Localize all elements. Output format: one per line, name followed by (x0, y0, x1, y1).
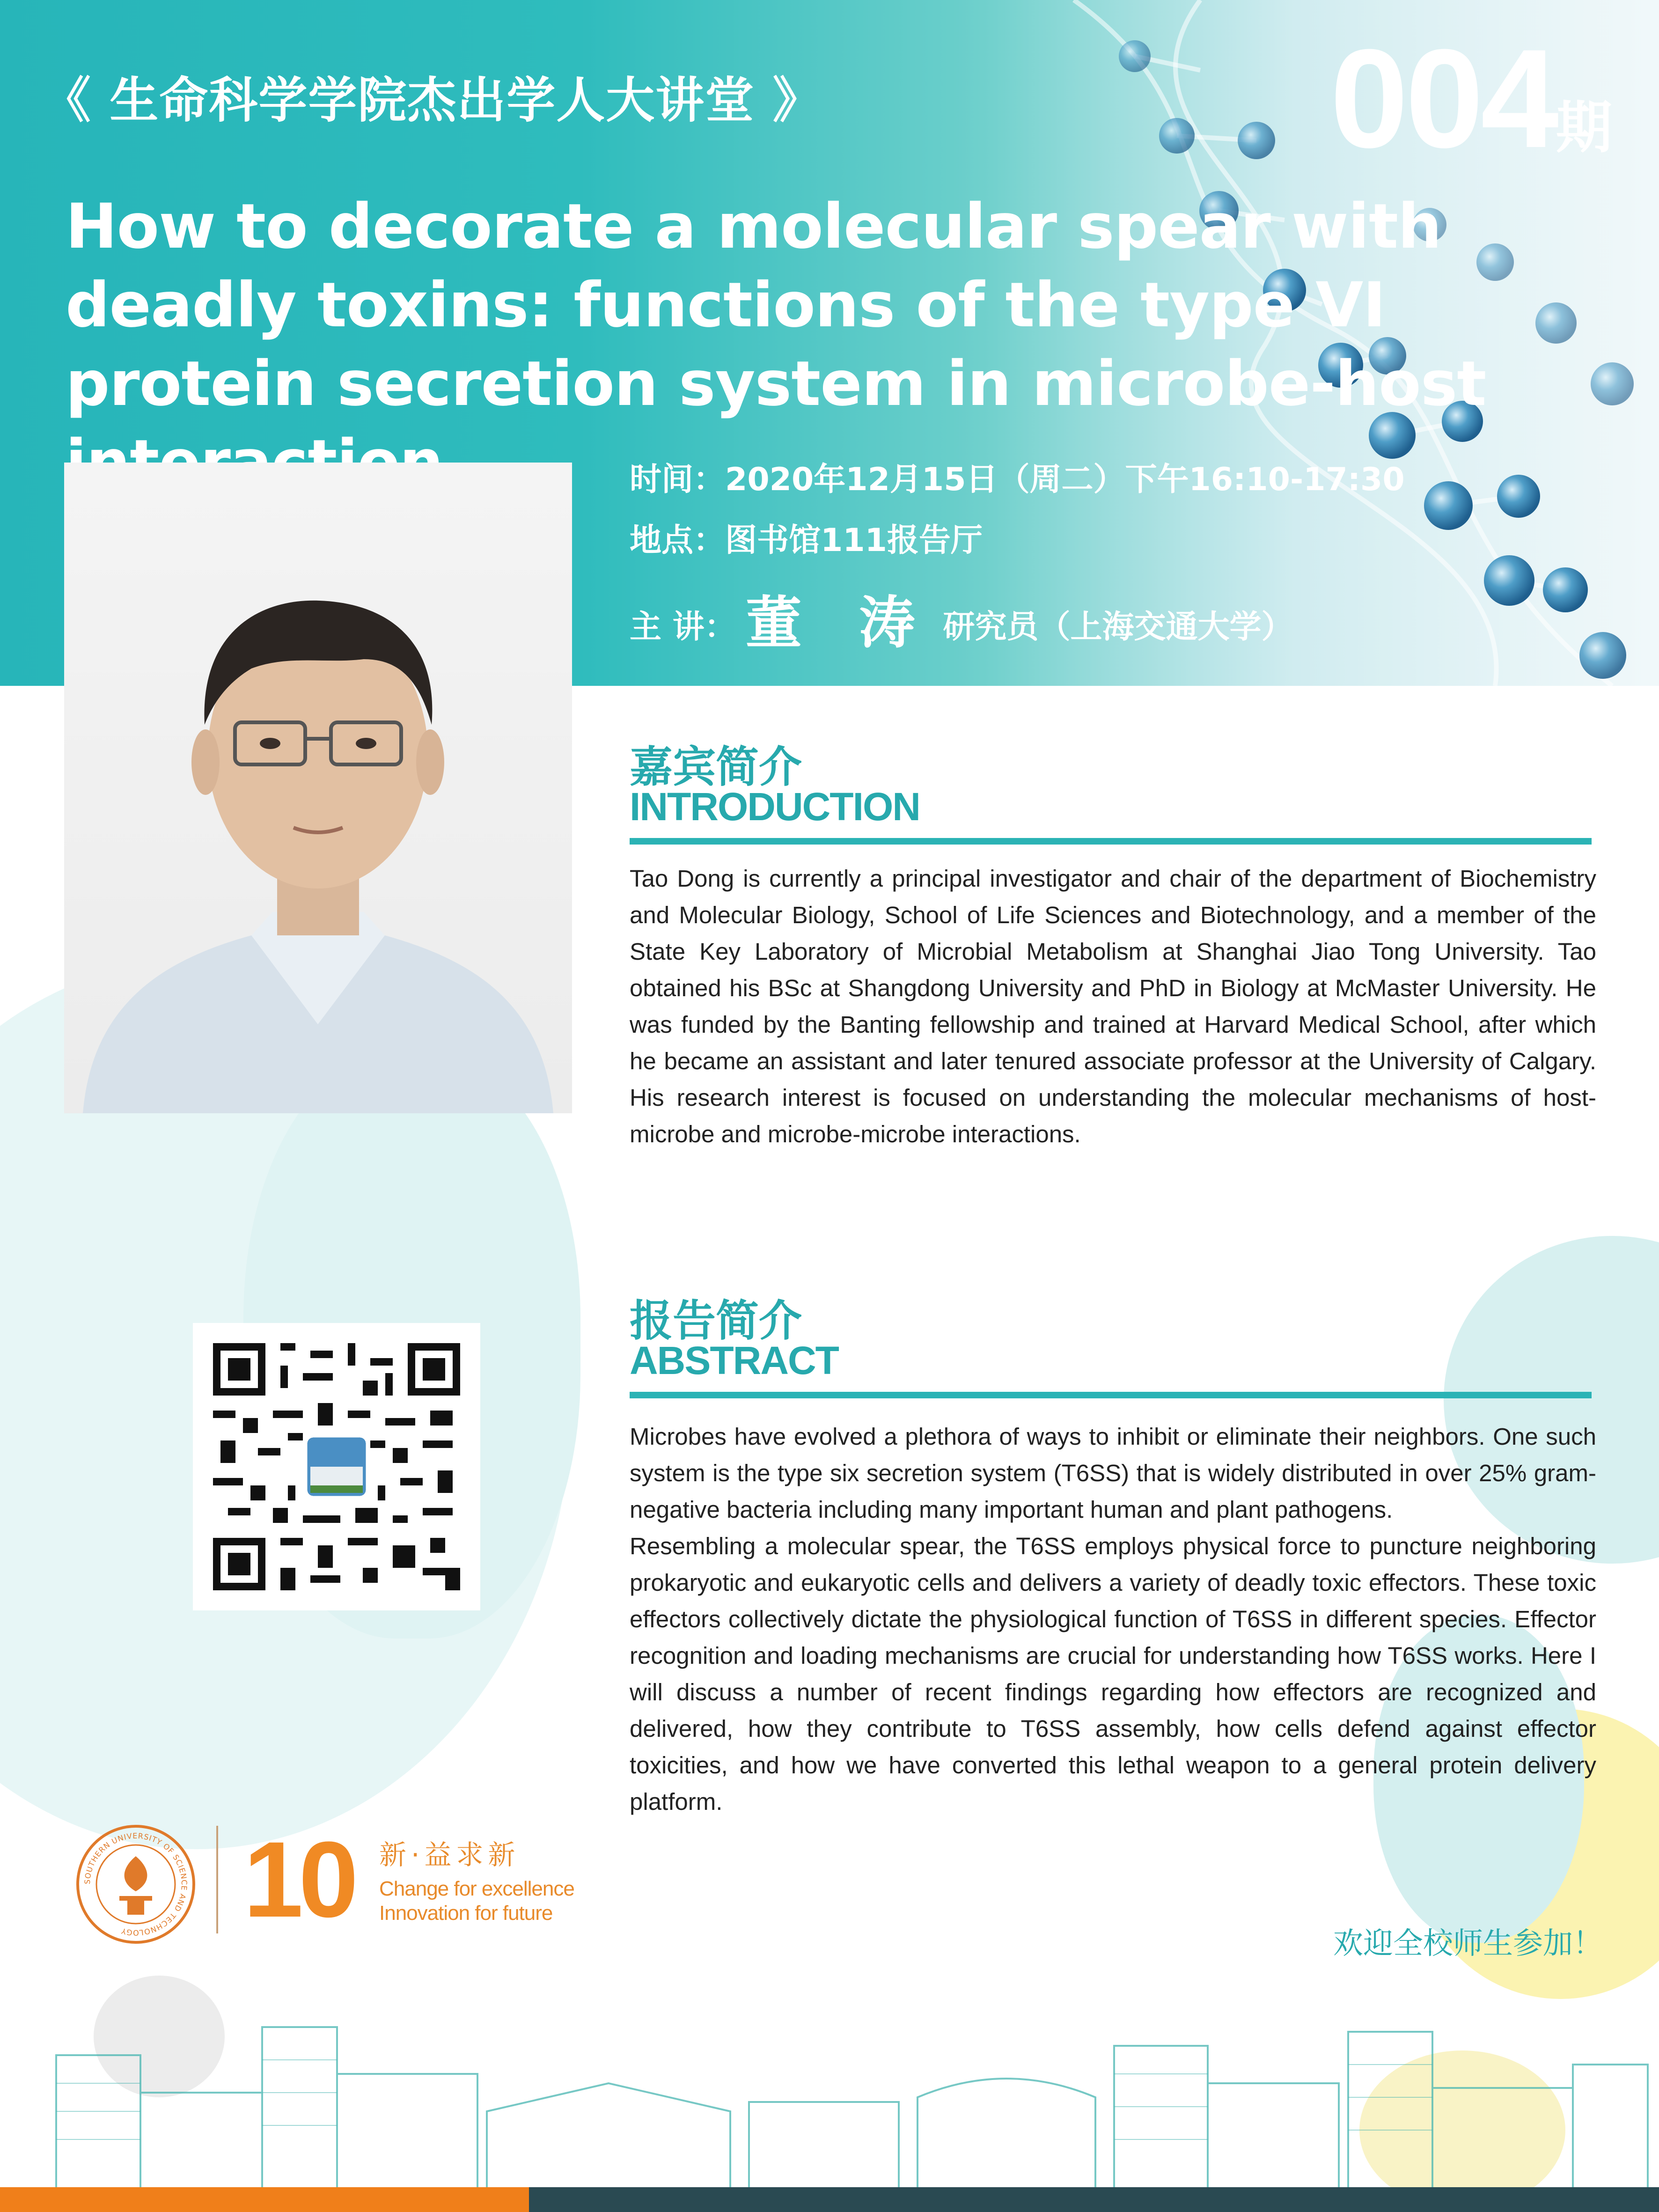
event-time: 时间：2020年12月15日（周二）下午16:10-17:30 (630, 461, 1405, 498)
lecture-series-name: 《 生命科学学院杰出学人大讲堂 》 (42, 72, 822, 129)
introduction-heading-en: INTRODUCTION (630, 785, 920, 829)
abstract-heading-cn: 报告简介 (630, 1296, 802, 1346)
footer-bar-orange (0, 2187, 529, 2212)
abstract-divider (630, 1392, 1592, 1398)
issue-number (1330, 20, 1612, 177)
abstract-paragraph: Resembling a molecular spear, the T6SS employs physical force to puncture neighboring prokaryotic and eukaryotic cells and delivers a variety of deadly toxic effectors. These toxic effectors collectively dictate the physiological function of T6SS in different species. Effector recognition and loading mechanisms are crucial for understanding how T6SS works. Here I will discuss a number of recent findings regarding how effectors are recognized and delivered, how they contribute to T6SS assembly, how cells defend against effector toxicities, and how we have converted this lethal weapon to a general protein delivery platform. (630, 1533, 1596, 1815)
introduction-divider (630, 838, 1592, 845)
logo-motto-en-1: Change for excellence (379, 1877, 574, 1900)
qr-code-icon (213, 1343, 460, 1590)
qr-code (193, 1323, 480, 1610)
speaker-photo-illustration (64, 463, 572, 1113)
logo-motto-en-2: Innovation for future (379, 1902, 553, 1925)
campus-skyline-image (0, 1990, 1659, 2191)
speaker-label: 主 讲： (630, 609, 736, 646)
issue-suffix: 期 (1556, 96, 1612, 161)
introduction-heading-cn: 嘉宾简介 (630, 742, 802, 792)
footer-bar-dark (529, 2187, 1659, 2212)
logo-divider (216, 1826, 218, 1933)
event-speaker (630, 578, 1293, 659)
abstract-paragraph: Microbes have evolved a plethora of ways to inhibit or eliminate their neighbors. One such system is the type six secretion system (T6SS) that is widely distributed in over 25% gram-negative bacteria including many important human and plant pathogens. (630, 1423, 1596, 1523)
talk-title: How to decorate a molecular spear with deadly toxins: functions of the type VI protein secretion system in microbe-host (66, 191, 1486, 420)
speaker-name: 董 涛 (745, 591, 934, 656)
speaker-title: 研究员（上海交通大学） (943, 609, 1293, 646)
university-seal-icon (75, 1823, 197, 1945)
speaker-photo (64, 463, 572, 1113)
abstract-heading-en: ABSTRACT (630, 1338, 838, 1382)
event-venue: 地点：图书馆111报告厅 (630, 522, 983, 559)
issue-number-digits: 004 (1330, 20, 1556, 177)
abstract-text (630, 1418, 1596, 1820)
introduction-text: Tao Dong is currently a principal investigator and chair of the department of Biochemistry and Molecular Biology, School of Life Sciences and Biotechnology, and a member of the State Key Laboratory of Microbial Metabolism at Shanghai Jiao Tong University. Tao obtained his BSc at Shangdong University and PhD in Biology at McMaster University. He was funded by the Banting fellowship and trained at Harvard Medical School, after which he became an assistant and later tenured associate professor at the University of Calgary. His research interest is focused on understanding the molecular mechanisms of host-microbe and microbe-microbe interactions. (630, 865, 1596, 1147)
seal-text: SOUTHERN UNIVERSITY OF SCIENCE AND TECHNOLOGY (82, 1831, 189, 1938)
logo-motto-cn: 新·益求新 (379, 1839, 520, 1871)
welcome-text: 欢迎全校师生参加！ (1333, 1926, 1603, 1961)
anniversary-logo: 10 (243, 1819, 354, 1940)
